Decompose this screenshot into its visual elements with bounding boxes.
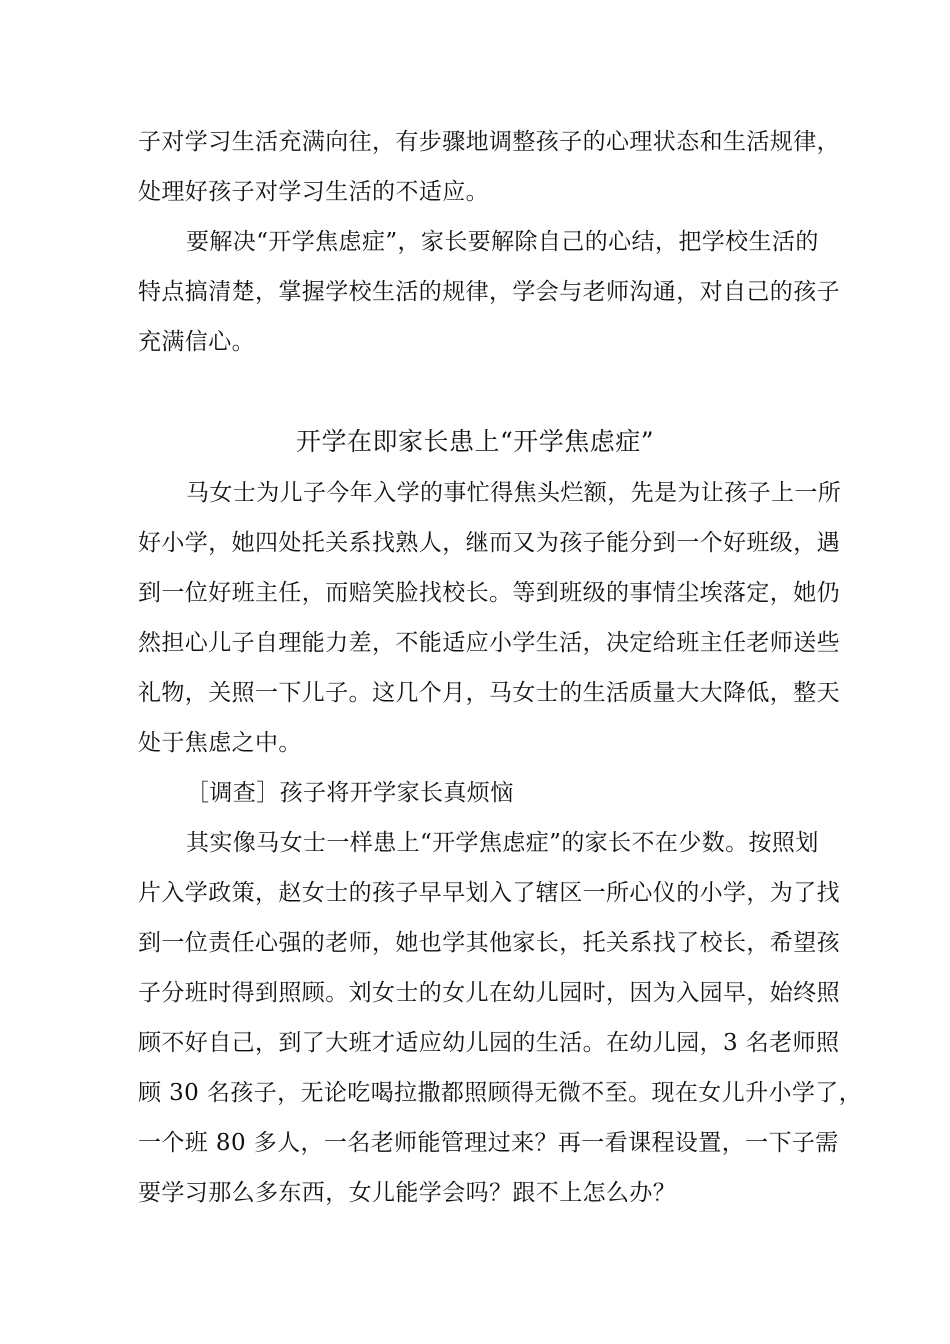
paragraph-5-line-5: 顾不好自己，到了大班才适应幼儿园的生活。在幼儿园，3 名老师照 — [138, 1030, 840, 1056]
paragraph-1-line-2: 处理好孩子对学习生活的不适应。 — [138, 179, 489, 205]
paragraph-2-line-2: 特点搞清楚，掌握学校生活的规律，学会与老师沟通，对自己的孩子 — [138, 279, 840, 305]
paragraph-5-line-7: 一个班 80 多人，一名老师能管理过来？再一看课程设置，一下子需 — [138, 1130, 839, 1156]
paragraph-5-line-3: 到一位责任心强的老师，她也学其他家长，托关系找了校长，希望孩 — [138, 930, 840, 956]
paragraph-1-line-1: 子对学习生活充满向往，有步骤地调整孩子的心理状态和生活规律， — [138, 129, 840, 155]
article-title: 开学在即家长患上“开学焦虑症” — [295, 427, 655, 456]
paragraph-3-line-6: 处于焦虑之中。 — [138, 730, 302, 756]
paragraph-2-line-3: 充满信心。 — [138, 329, 255, 355]
paragraph-5-line-1: 其实像马女士一样患上“开学焦虑症”的家长不在少数。按照划 — [186, 830, 819, 856]
paragraph-2-line-1: 要解决“开学焦虑症”，家长要解除自己的心结，把学校生活的 — [186, 229, 819, 255]
paragraph-3-line-5: 礼物，关照一下儿子。这几个月，马女士的生活质量大大降低，整天 — [138, 680, 840, 706]
paragraph-3-line-3: 到一位好班主任，而赔笑脸找校长。等到班级的事情尘埃落定，她仍 — [138, 580, 840, 606]
paragraph-5-line-2: 片入学政策，赵女士的孩子早早划入了辖区一所心仪的小学，为了找 — [138, 880, 840, 906]
paragraph-3-line-2: 好小学，她四处托关系找熟人，继而又为孩子能分到一个好班级，遇 — [138, 530, 840, 556]
section-heading-investigation: ［调查］孩子将开学家长真烦恼 — [186, 780, 514, 806]
paragraph-3-line-1: 马女士为儿子今年入学的事忙得焦头烂额，先是为让孩子上一所 — [186, 480, 842, 506]
paragraph-3-line-4: 然担心儿子自理能力差，不能适应小学生活，决定给班主任老师送些 — [138, 630, 840, 656]
paragraph-5-line-6: 顾 30 名孩子，无论吃喝拉撒都照顾得无微不至。现在女儿升小学了， — [138, 1080, 863, 1106]
paragraph-5-line-4: 子分班时得到照顾。刘女士的女儿在幼儿园时，因为入园早，始终照 — [138, 980, 840, 1006]
paragraph-5-line-8: 要学习那么多东西，女儿能学会吗？跟不上怎么办？ — [138, 1180, 677, 1206]
